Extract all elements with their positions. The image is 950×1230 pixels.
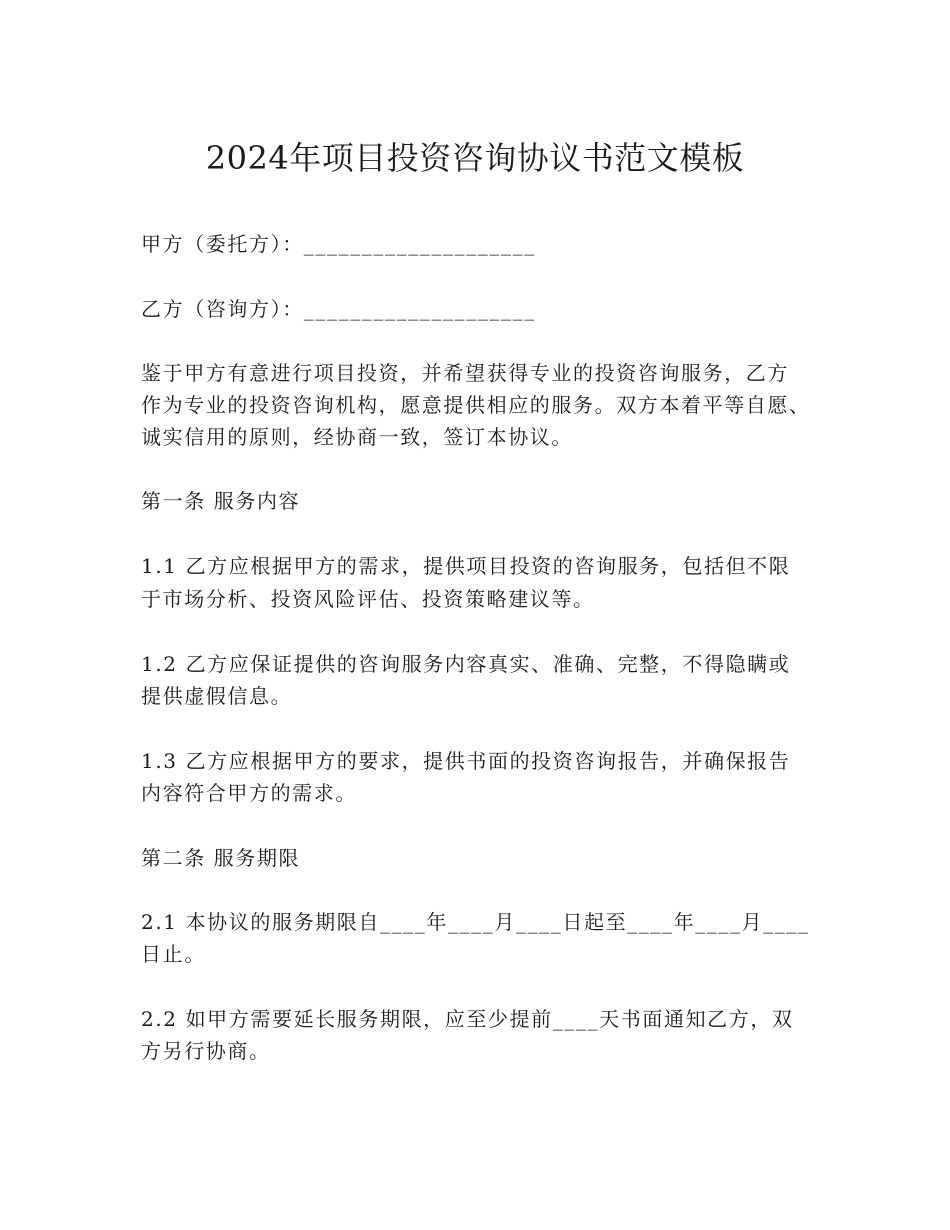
party-a-line: 甲方（委托方）：____________________ bbox=[141, 232, 536, 256]
preamble-line: 鉴于甲方有意进行项目投资，并希望获得专业的投资咨询服务，乙方 bbox=[141, 361, 789, 385]
clause-line: 于市场分析、投资风险评估、投资策略建议等。 bbox=[141, 587, 595, 611]
clause-line: 1.2 乙方应保证提供的咨询服务内容真实、准确、完整，不得隐瞒或 bbox=[141, 652, 791, 676]
clause-line: 内容符合甲方的需求。 bbox=[141, 781, 357, 805]
clause-line: 方另行协商。 bbox=[141, 1039, 271, 1063]
clause-line: 2.1 本协议的服务期限自____年____月____日起至____年____月____ bbox=[141, 910, 810, 934]
document-title: 2024年项目投资咨询协议书范文模板 bbox=[205, 139, 745, 177]
party-b-line: 乙方（咨询方）：____________________ bbox=[141, 297, 536, 321]
clause-line: 日止。 bbox=[141, 942, 206, 966]
clause-line: 1.1 乙方应根据甲方的需求，提供项目投资的咨询服务，包括但不限 bbox=[141, 554, 791, 578]
clause-line: 提供虚假信息。 bbox=[141, 684, 293, 708]
article-1-heading: 第一条 服务内容 bbox=[141, 489, 301, 513]
preamble-line: 诚实信用的原则，经协商一致，签订本协议。 bbox=[141, 425, 573, 449]
clause-line: 1.3 乙方应根据甲方的要求，提供书面的投资咨询报告，并确保报告 bbox=[141, 749, 791, 773]
preamble-line: 作为专业的投资咨询机构，愿意提供相应的服务。双方本着平等自愿、 bbox=[141, 393, 811, 417]
article-2-heading: 第二条 服务期限 bbox=[141, 846, 301, 870]
clause-line: 2.2 如甲方需要延长服务期限，应至少提前____天书面通知乙方，双 bbox=[141, 1007, 794, 1031]
